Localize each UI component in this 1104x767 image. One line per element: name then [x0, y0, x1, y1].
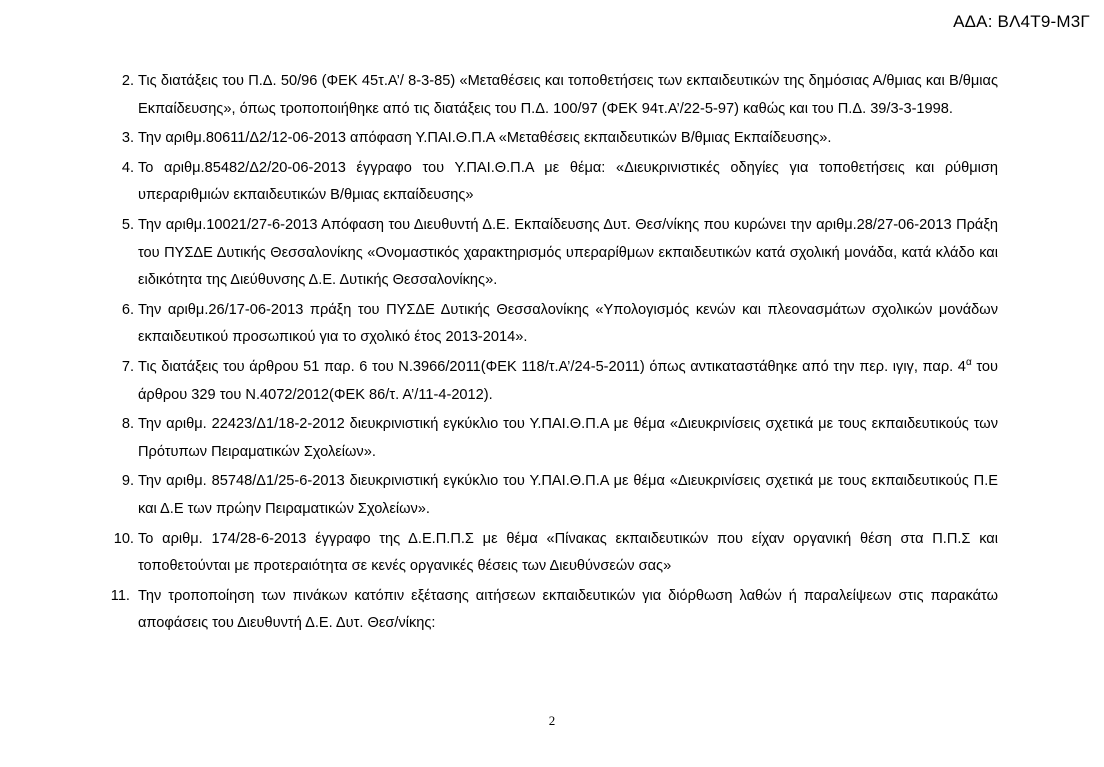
- item-number: 7.: [121, 358, 134, 375]
- item-text: Την τροποποίηση των πινάκων κατόπιν εξέτασης αιτήσεων εκπαιδευτικών για διόρθωση λαθών ή παραλείψεων στις παρακάτω αποφάσεις του Διευθυντή Δ.Ε. Δυτ. Θεσ/νίκης:: [138, 587, 998, 632]
- list-item: [106, 526, 998, 581]
- item-number: 6.: [121, 301, 134, 318]
- item-number: 8.: [121, 416, 134, 433]
- list-item: [106, 68, 998, 123]
- item-number: 10.: [113, 530, 134, 547]
- list-item: [106, 155, 998, 210]
- list-item: [106, 297, 998, 352]
- item-number: 3.: [121, 130, 134, 147]
- page-number: 2: [548, 713, 556, 728]
- item-text: Την αριθμ.80611/Δ2/12-06-2013 απόφαση Υ.ΠΑΙ.Θ.Π.Α «Μεταθέσεις εκπαιδευτικών Β/θμιας Εκπαίδευσης».: [138, 130, 832, 147]
- item-text: Το αριθμ. 174/28-6-2013 έγγραφο της Δ.Ε.Π.Π.Σ με θέμα «Πίνακας εκπαιδευτικών που είχαν οργανική θέση στα Π.Π.Σ και τοποθετούνται με προτεραιότητα σε κενές οργανικές θέσεις των Διευθύνσεών σας»: [138, 530, 998, 575]
- item-number: 5.: [121, 216, 134, 233]
- item-number: 11.: [110, 587, 130, 604]
- item-text: [138, 354, 998, 409]
- list-item: [106, 354, 998, 409]
- list-item: [106, 583, 998, 638]
- item-number: 9.: [121, 473, 134, 490]
- item-text: Την αριθμ. 22423/Δ1/18-2-2012 διευκρινιστική εγκύκλιο του Υ.ΠΑΙ.Θ.Π.Α με θέμα «Διευκρινίσεις σχετικά με τους εκπαιδευτικούς των Πρότυπων Πειραματικών Σχολείων».: [138, 416, 998, 460]
- superscript: α: [965, 357, 972, 369]
- list-item: [106, 411, 998, 466]
- item-number: 2.: [121, 73, 134, 89]
- list-item: [106, 468, 998, 523]
- item-text-part: Τις διατάξεις του άρθρου 51 παρ. 6 του Ν.3966/2011(ΦΕΚ 118/τ.Α’/24-5-2011) όπως αντικαταστάθηκε από την περ. ιγιγ, παρ. 4: [138, 358, 966, 375]
- list-item: [106, 125, 998, 153]
- item-text: Το αριθμ.85482/Δ2/20-06-2013 έγγραφο του Υ.ΠΑΙ.Θ.Π.Α με θέμα: «Διευκρινιστικές οδηγίες για τοποθετήσεις και ρύθμιση υπεραριθμιών εκπαιδευτικών Β/θμιας εκπαίδευσης»: [138, 159, 998, 204]
- ada-code: ΑΔΑ: ΒΛ4Τ9-Μ3Γ: [953, 12, 1090, 31]
- considerations-list: [106, 68, 998, 640]
- item-text: Την αριθμ. 85748/Δ1/25-6-2013 διευκρινιστική εγκύκλιο του Υ.ΠΑΙ.Θ.Π.Α με θέμα «Διευκρινίσεις σχετικά με τους εκπαιδευτικούς Π.Ε και Δ.Ε των πρώην Πειραματικών Σχολείων».: [138, 473, 998, 517]
- item-number: 4.: [121, 159, 134, 176]
- item-text-part: του άρθρου 329 του Ν.4072/2012(ΦΕΚ 86/τ. Α’/11-4-2012).: [138, 358, 998, 403]
- list-item: [106, 212, 998, 295]
- item-text: Την αριθμ.10021/27-6-2013 Απόφαση του Διευθυντή Δ.Ε. Εκπαίδευσης Δυτ. Θεσ/νίκης που κυρώνει την αριθμ.28/27-06-2013 Πράξη του ΠΥΣΔΕ Δυτικής Θεσσαλονίκης «Ονομαστικός χαρακτηρισμός υπεραρίθμων εκπαιδευτικών κατά σχολική μονάδα, κατά κλάδο και ειδικότητα της Διεύθυνσης Δ.Ε. Δυτικής Θεσσαλονίκης».: [138, 216, 998, 289]
- item-text: Τις διατάξεις του Π.Δ. 50/96 (ΦΕΚ 45τ.Α’/ 8-3-85) «Μεταθέσεις και τοποθετήσεις των εκπαιδευτικών της δημόσιας Α/θμιας και Β/θμιας Εκπαίδευσης», όπως τροποποιήθηκε από τις διατάξεις του Π.Δ. 100/97 (ΦΕΚ 94τ.Α’/22-5-97) καθώς και του Π.Δ. 39/3-3-1998.: [138, 73, 998, 117]
- item-text: Την αριθμ.26/17-06-2013 πράξη του ΠΥΣΔΕ Δυτικής Θεσσαλονίκης «Υπολογισμός κενών και πλεονασμάτων σχολικών μονάδων εκπαιδευτικού προσωπικού για το σχολικό έτος 2013-2014».: [138, 301, 998, 346]
